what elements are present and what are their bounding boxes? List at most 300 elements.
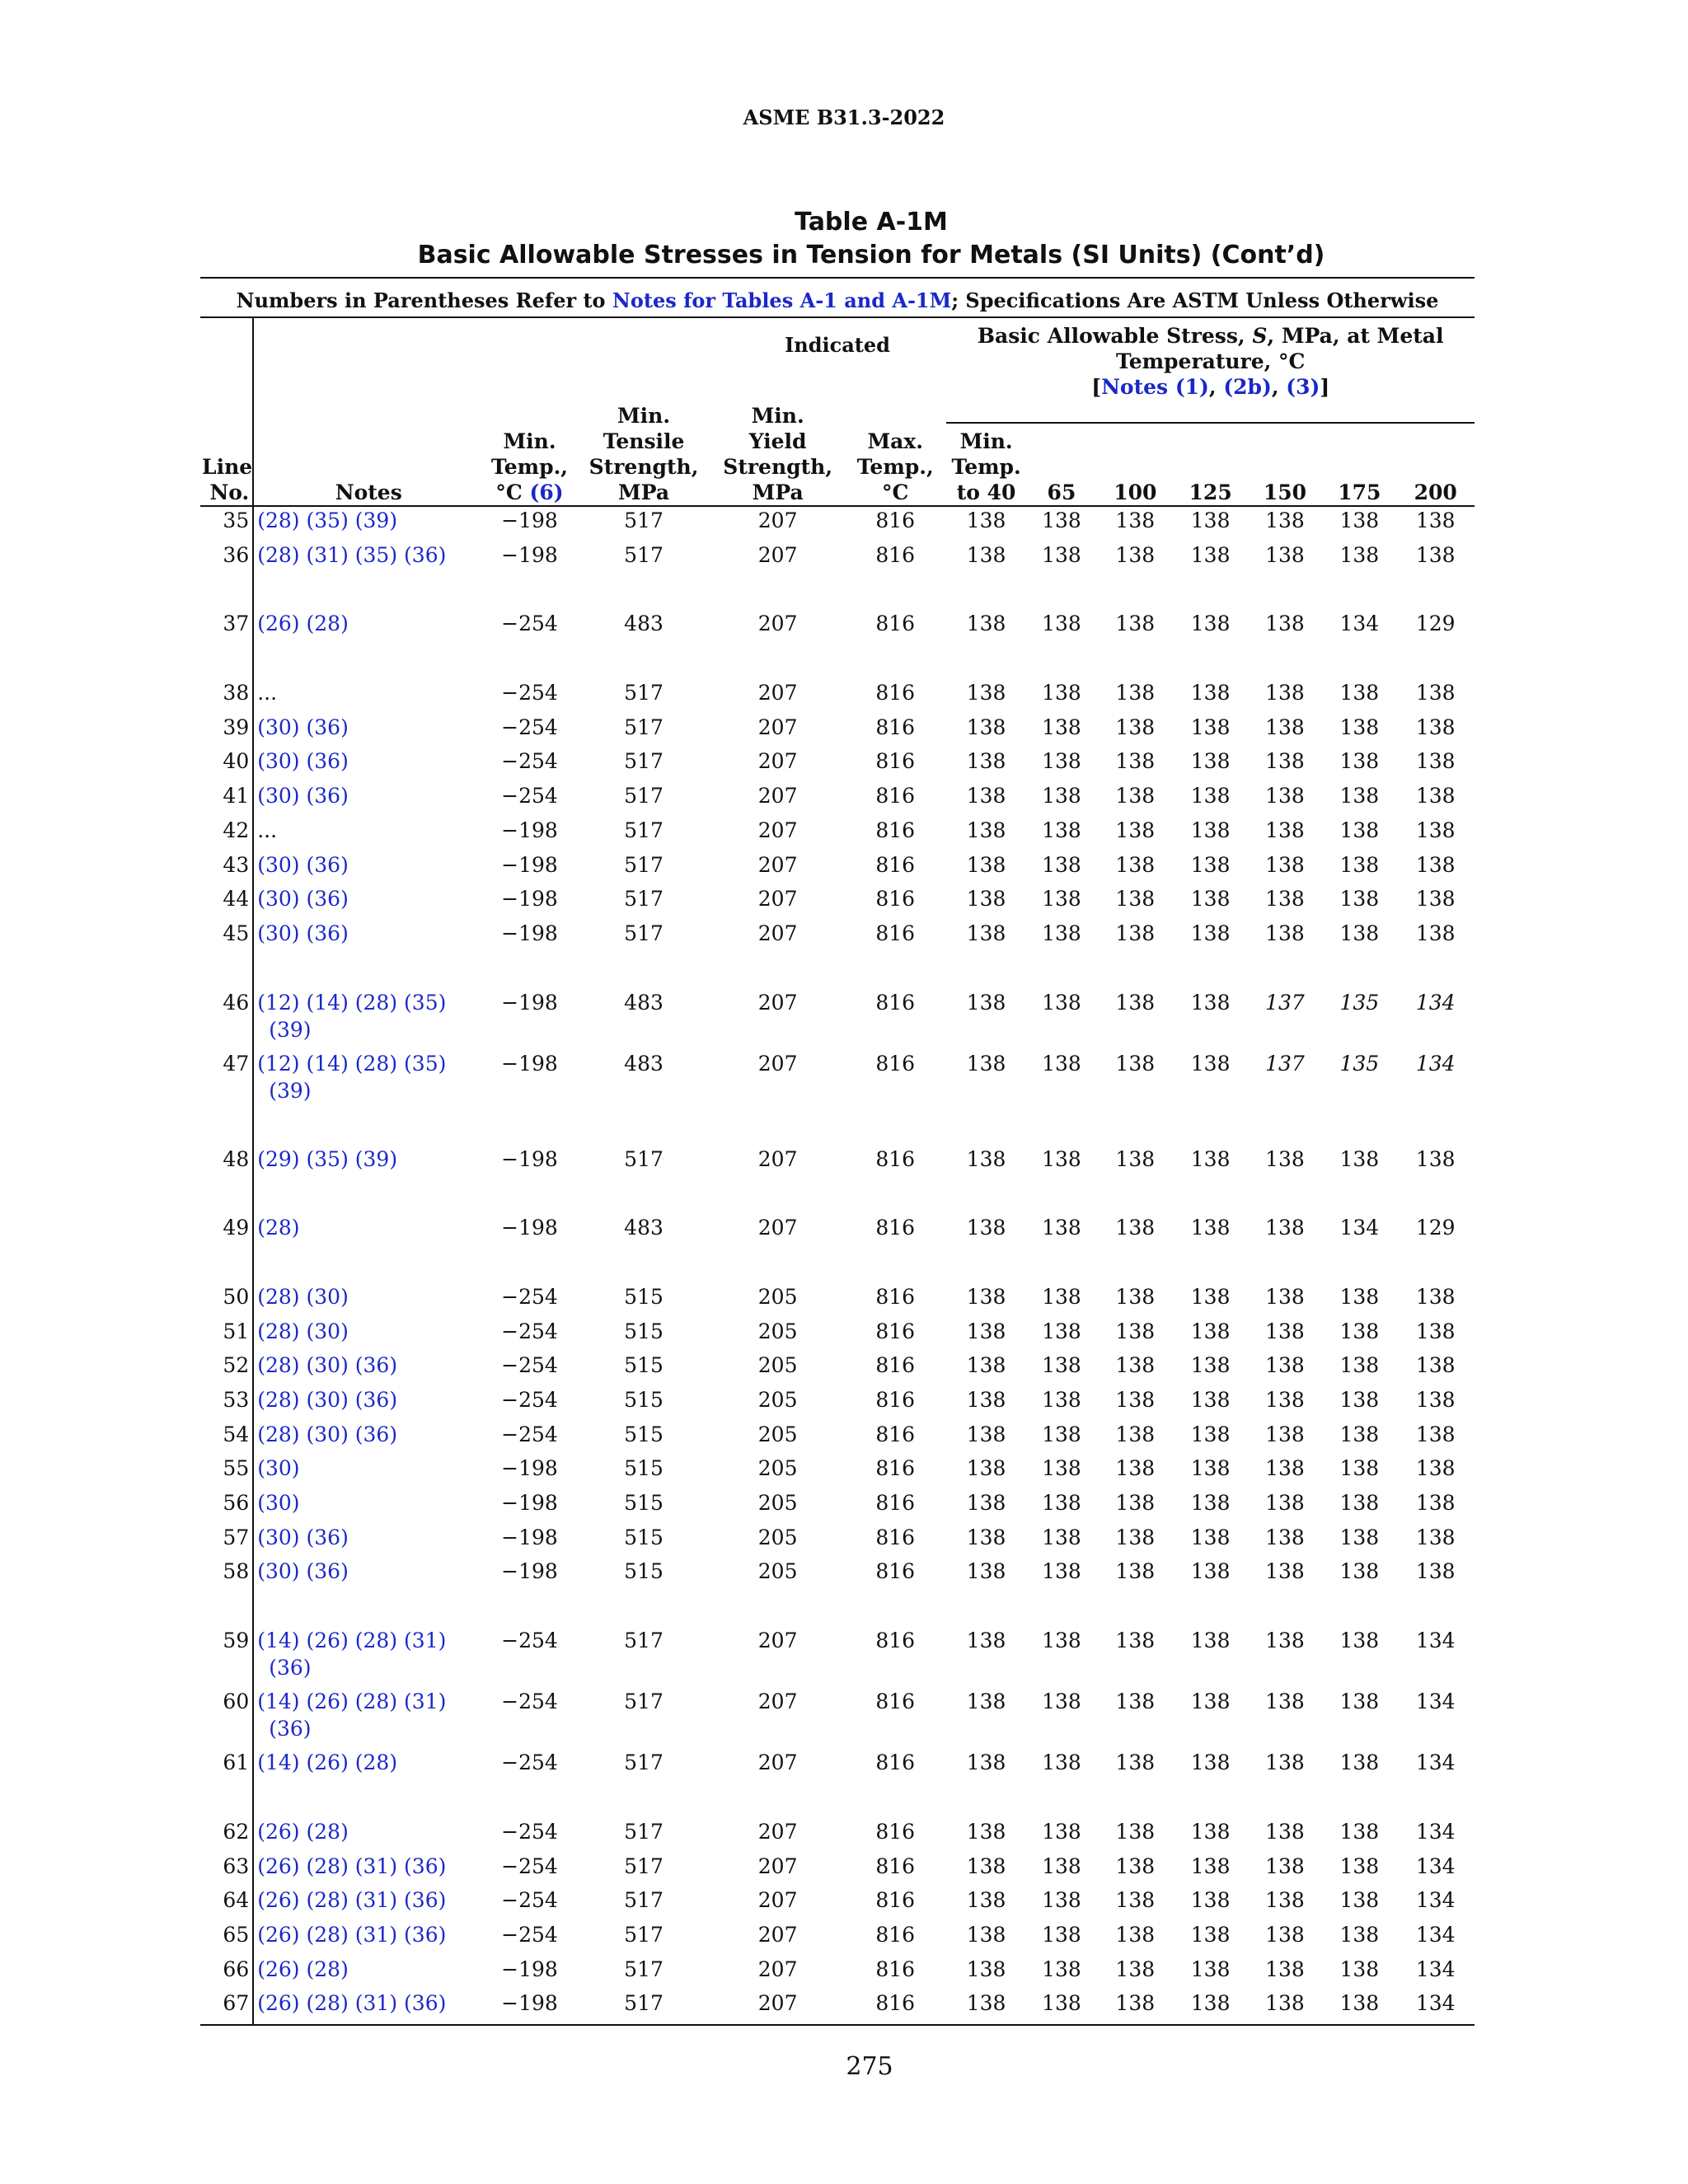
stress-200-cell: 138 xyxy=(1415,542,1456,567)
stress-125-cell: 138 xyxy=(1190,1491,1231,1516)
spacer-cell xyxy=(200,1111,253,1146)
tensile-cell: 515 xyxy=(624,1353,663,1378)
notes-cell xyxy=(253,748,483,782)
notes-ref-link[interactable]: (29) (35) (39) xyxy=(257,1146,398,1171)
stress-min-40-cell: 138 xyxy=(966,1422,1006,1446)
notes-cell xyxy=(253,1627,483,1688)
stress-150-cell: 137 xyxy=(1265,1051,1305,1076)
stress-100-cell: 138 xyxy=(1115,1922,1156,1947)
tensile-cell: 483 xyxy=(624,990,663,1015)
notes-cell xyxy=(253,1489,483,1524)
stress-min-40-cell: 138 xyxy=(966,1216,1006,1240)
stress-125-cell: 138 xyxy=(1190,542,1231,567)
notes-ref-link: ... xyxy=(257,818,278,842)
notes-cell xyxy=(253,1853,483,1887)
max-temp-cell: 816 xyxy=(875,784,916,808)
table-row xyxy=(200,1558,1475,1592)
stress-125-cell: 138 xyxy=(1190,1051,1231,1076)
stress-65-cell: 138 xyxy=(1042,1525,1081,1549)
notes-cell xyxy=(253,1421,483,1455)
table-row xyxy=(200,714,1475,748)
stress-175-cell: 138 xyxy=(1339,818,1380,842)
max-temp-cell: 816 xyxy=(875,1146,916,1171)
line-number-cell: 35 xyxy=(200,506,253,541)
note-3-link[interactable]: (3) xyxy=(1286,375,1320,399)
stress-65-cell: 138 xyxy=(1042,715,1081,739)
yield-cell: 205 xyxy=(757,1319,798,1343)
tensile-cell: 515 xyxy=(624,1422,663,1446)
yield-cell: 207 xyxy=(757,715,798,739)
stress-min-40-cell: 138 xyxy=(966,1750,1006,1775)
max-temp-cell: 816 xyxy=(875,1051,916,1076)
stress-200-cell: 129 xyxy=(1415,1216,1456,1240)
stress-125-cell: 138 xyxy=(1190,1888,1231,1913)
line-number-cell: 53 xyxy=(200,1386,253,1421)
table-row xyxy=(200,1921,1475,1956)
max-temp-cell: 816 xyxy=(875,1319,916,1343)
stress-150-cell: 138 xyxy=(1265,1353,1305,1378)
stress-min-40-cell: 138 xyxy=(966,542,1006,567)
max-temp-cell: 816 xyxy=(875,1690,916,1714)
tensile-cell: 517 xyxy=(624,1888,663,1913)
min-temp-cell: −198 xyxy=(501,887,558,912)
tensile-cell: 515 xyxy=(624,1388,663,1412)
line-number-cell: 37 xyxy=(200,610,253,644)
tensile-cell: 517 xyxy=(624,509,663,532)
table-row xyxy=(200,1386,1475,1421)
notes-ref-link[interactable]: (14) (26) (28) xyxy=(257,1750,398,1775)
stress-150-cell: 138 xyxy=(1265,1922,1305,1947)
stress-200-cell: 138 xyxy=(1415,1525,1456,1549)
stress-100-cell: 138 xyxy=(1115,1216,1156,1240)
stress-125-cell: 138 xyxy=(1190,818,1231,842)
max-temp-cell: 816 xyxy=(875,1525,916,1549)
notes-cell xyxy=(253,1146,483,1180)
notes-ref-link[interactable]: (14) (26) (28) (31) xyxy=(257,1629,447,1653)
stress-125-cell: 138 xyxy=(1190,921,1231,945)
line-number-cell: 58 xyxy=(200,1558,253,1592)
stress-150-cell: 138 xyxy=(1265,1388,1305,1412)
stress-100-cell: 138 xyxy=(1115,1854,1156,1878)
stress-200-cell: 138 xyxy=(1415,1559,1456,1584)
max-temp-cell: 816 xyxy=(875,612,916,636)
stress-100-cell: 138 xyxy=(1115,612,1156,636)
stress-100-cell: 138 xyxy=(1115,542,1156,567)
spacer-cell xyxy=(200,1179,253,1214)
stress-65-cell: 138 xyxy=(1042,1559,1081,1584)
notes-ref-link[interactable]: (26) (28) xyxy=(257,612,349,636)
max-temp-cell: 816 xyxy=(875,1559,916,1584)
notes-cell xyxy=(253,1921,483,1956)
line-number-cell: 63 xyxy=(200,1853,253,1887)
stress-min-40-cell: 138 xyxy=(966,1957,1006,1981)
table-row xyxy=(200,851,1475,886)
notes-ref-link[interactable]: (28) (31) (35) (36) xyxy=(257,542,447,567)
notes-cell xyxy=(253,989,483,1050)
stress-65-cell: 138 xyxy=(1042,612,1081,636)
temp-header-150: 150 xyxy=(1248,423,1322,506)
line-number-cell: 56 xyxy=(200,1489,253,1524)
stress-200-cell: 138 xyxy=(1415,1491,1456,1516)
spacer-row xyxy=(200,1783,1475,1818)
note-1-link[interactable]: Notes (1) xyxy=(1101,375,1209,399)
notes-ref-link[interactable]: (30) (36) xyxy=(257,784,349,808)
spacer-cell xyxy=(253,1783,1475,1818)
min-temp-cell: −254 xyxy=(501,749,558,774)
stress-65-cell: 138 xyxy=(1042,1284,1081,1309)
notes-cell xyxy=(253,1283,483,1318)
yield-cell: 207 xyxy=(757,1146,798,1171)
notes-cell xyxy=(253,679,483,714)
yield-cell: 207 xyxy=(757,1888,798,1913)
line-number-cell: 52 xyxy=(200,1352,253,1386)
temp-header-min: Min. Temp. to 40 xyxy=(946,423,1025,506)
stress-150-cell: 138 xyxy=(1265,1146,1305,1171)
stress-175-cell: 138 xyxy=(1339,749,1380,774)
note-2b-link[interactable]: (2b) xyxy=(1223,375,1272,399)
stress-150-cell: 138 xyxy=(1265,1957,1305,1981)
line-number-cell: 39 xyxy=(200,714,253,748)
yield-cell: 207 xyxy=(757,818,798,842)
stress-175-cell: 138 xyxy=(1339,1888,1380,1913)
stress-200-cell: 134 xyxy=(1396,1990,1475,2025)
stress-100-cell: 138 xyxy=(1115,681,1156,705)
notes-ref-link[interactable]: (30) (36) xyxy=(257,852,349,877)
notes-cell xyxy=(253,1214,483,1249)
notes-ref-link[interactable]: (36) xyxy=(269,1717,312,1741)
spacer-row xyxy=(200,954,1475,989)
stress-150-cell: 138 xyxy=(1265,1854,1305,1878)
table-row xyxy=(200,1990,1475,2025)
max-temp-cell: 816 xyxy=(875,887,916,912)
table-row xyxy=(200,610,1475,644)
spacer-cell xyxy=(200,954,253,989)
stress-200-cell: 138 xyxy=(1415,1146,1456,1171)
notes-cell xyxy=(253,1524,483,1558)
stress-65-cell: 138 xyxy=(1042,1750,1081,1775)
tensile-cell: 517 xyxy=(624,542,663,567)
stress-100-cell: 138 xyxy=(1115,852,1156,877)
min-temp-cell: −198 xyxy=(501,818,558,842)
table-title: Table A-1M xyxy=(795,208,948,237)
stress-100-cell: 138 xyxy=(1115,749,1156,774)
stress-150-cell: 138 xyxy=(1265,1629,1305,1653)
yield-cell: 207 xyxy=(757,1629,798,1653)
stress-175-cell: 138 xyxy=(1339,1353,1380,1378)
yield-cell: 207 xyxy=(757,1854,798,1878)
table-row xyxy=(200,782,1475,817)
stress-150-cell: 138 xyxy=(1265,1559,1305,1584)
notes-ref-link[interactable]: (36) xyxy=(269,1656,312,1680)
notes-ref-link[interactable]: (30) (36) xyxy=(257,749,349,774)
notes-ref-link[interactable]: (39) xyxy=(269,1017,312,1042)
stress-65-cell: 138 xyxy=(1042,1854,1081,1878)
notes-ref-link[interactable]: (28) (30) (36) xyxy=(257,1422,398,1446)
stress-125-cell: 138 xyxy=(1190,1353,1231,1378)
min-temp-cell: −198 xyxy=(501,1216,558,1240)
max-temp-cell: 816 xyxy=(875,1216,916,1240)
stress-65-cell: 138 xyxy=(1026,1990,1097,2025)
notes-ref-link[interactable]: (26) (28) xyxy=(257,1819,349,1844)
note-6-link[interactable]: (6) xyxy=(529,480,564,504)
stress-150-cell: 138 xyxy=(1265,1525,1305,1549)
line-number-cell: 42 xyxy=(200,817,253,851)
stress-125-cell: 138 xyxy=(1190,1854,1231,1878)
stress-65-cell: 138 xyxy=(1042,1388,1081,1412)
stress-65-cell: 138 xyxy=(1042,1051,1081,1076)
intro-text-after: ; Specifications Are ASTM Unless Otherwise Indicated xyxy=(785,288,1439,357)
min-temp-cell: −254 xyxy=(501,612,558,636)
min-temp-cell: −254 xyxy=(501,1353,558,1378)
tensile-cell: 483 xyxy=(624,612,663,636)
spacer-cell xyxy=(200,644,253,679)
line-number-cell: 36 xyxy=(200,541,253,576)
stress-150-cell: 138 xyxy=(1265,542,1305,567)
spacer-cell xyxy=(253,1592,1475,1627)
stress-125-cell: 138 xyxy=(1190,1422,1231,1446)
notes-ref-link[interactable]: (30) (36) xyxy=(257,1559,349,1584)
stress-100-cell: 138 xyxy=(1115,887,1156,912)
table-row xyxy=(200,885,1475,920)
line-number-cell: 64 xyxy=(200,1886,253,1921)
temp-header-125: 125 xyxy=(1173,423,1247,506)
stress-65-cell: 138 xyxy=(1042,1957,1081,1981)
min-temp-cell: −198 xyxy=(501,1146,558,1171)
spacer-cell xyxy=(200,575,253,610)
stress-100-cell: 138 xyxy=(1115,818,1156,842)
max-temp-cell: 816 xyxy=(875,1750,916,1775)
stress-175-cell: 138 xyxy=(1339,1854,1380,1878)
table-row xyxy=(200,1853,1475,1887)
line-number-cell: 38 xyxy=(200,679,253,714)
notes-ref-link[interactable]: (28) (30) xyxy=(257,1284,349,1309)
notes-ref-link[interactable]: (30) (36) xyxy=(257,1525,349,1549)
notes-ref-link: ... xyxy=(257,681,278,705)
stress-175-cell: 135 xyxy=(1339,990,1380,1015)
stress-200-cell: 134 xyxy=(1415,1629,1456,1653)
stress-65-cell: 138 xyxy=(1042,784,1081,808)
notes-ref-link[interactable]: (26) (28) (31) (36) xyxy=(257,1991,447,2016)
table-row xyxy=(200,1489,1475,1524)
max-temp-cell: 816 xyxy=(875,1284,916,1309)
yield-cell: 205 xyxy=(757,1388,798,1412)
stress-200-cell: 134 xyxy=(1415,1888,1456,1913)
max-temp-cell: 816 xyxy=(875,1819,916,1844)
stress-min-40-cell: 138 xyxy=(966,1146,1006,1171)
stress-200-cell: 134 xyxy=(1415,1922,1456,1947)
stress-min-40-cell: 138 xyxy=(966,852,1006,877)
tensile-cell: 517 xyxy=(624,921,663,945)
notes-ref-link[interactable]: (28) (35) (39) xyxy=(257,509,398,532)
notes-ref-link[interactable]: (30) xyxy=(257,1456,300,1481)
stress-min-40-cell: 138 xyxy=(966,1559,1006,1584)
stress-175-cell: 138 xyxy=(1339,1629,1380,1653)
stress-min-40-cell: 138 xyxy=(966,1353,1006,1378)
tensile-cell: 517 xyxy=(624,749,663,774)
stress-100-cell: 138 xyxy=(1115,1146,1156,1171)
line-number-cell: 45 xyxy=(200,920,253,954)
stress-150-cell: 138 xyxy=(1265,852,1305,877)
stress-150-cell: 138 xyxy=(1265,1422,1305,1446)
stress-min-40-cell: 138 xyxy=(966,887,1006,912)
notes-ref-link[interactable]: (30) (36) xyxy=(257,887,349,912)
max-temp-cell: 816 xyxy=(844,1990,946,2025)
tensile-cell: 517 xyxy=(576,1990,712,2025)
stress-125-cell: 138 xyxy=(1190,681,1231,705)
temp-header-175: 175 xyxy=(1322,423,1396,506)
stress-65-cell: 138 xyxy=(1042,1922,1081,1947)
line-number-cell: 46 xyxy=(200,989,253,1050)
min-temp-cell: −254 xyxy=(501,1750,558,1775)
yield-cell: 205 xyxy=(757,1491,798,1516)
yield-cell: 207 xyxy=(757,1750,798,1775)
min-temp-cell: −198 xyxy=(501,1456,558,1481)
notes-cell xyxy=(253,1558,483,1592)
notes-cell xyxy=(253,920,483,954)
tensile-cell: 517 xyxy=(624,681,663,705)
spacer-row xyxy=(200,644,1475,679)
line-no-header: Line No. xyxy=(200,318,253,506)
stress-175-cell: 138 xyxy=(1339,1819,1380,1844)
yield-cell: 207 xyxy=(757,681,798,705)
stress-100-cell: 138 xyxy=(1115,1819,1156,1844)
stress-175-cell: 138 xyxy=(1339,1422,1380,1446)
stress-200-cell: 138 xyxy=(1415,1284,1456,1309)
table-row xyxy=(200,1318,1475,1352)
notes-cell xyxy=(253,1050,483,1111)
stress-min-40-cell: 138 xyxy=(966,1854,1006,1878)
notes-ref-link[interactable]: (12) (14) (28) (35) xyxy=(257,1051,447,1076)
min-temp-header: Min. Temp., °C (6) xyxy=(483,318,575,506)
notes-ref-link[interactable]: (39) xyxy=(269,1078,312,1103)
table-title-block xyxy=(0,206,1688,272)
table-row xyxy=(200,1352,1475,1386)
notes-ref-link[interactable]: (28) (30) xyxy=(257,1319,349,1343)
notes-ref-link[interactable]: (26) (28) (31) (36) xyxy=(257,1888,447,1913)
notes-ref-link[interactable]: (30) xyxy=(257,1491,300,1516)
stress-200-cell: 138 xyxy=(1415,509,1456,532)
stress-150-cell: 138 xyxy=(1265,1216,1305,1240)
spacer-row xyxy=(200,1111,1475,1146)
spacer-row xyxy=(200,1592,1475,1627)
stress-150-cell: 138 xyxy=(1248,1990,1322,2025)
stress-min-40-cell: 138 xyxy=(966,1690,1006,1714)
notes-ref-link[interactable]: (30) (36) xyxy=(257,715,349,739)
stress-200-cell: 138 xyxy=(1415,1319,1456,1343)
table-row xyxy=(200,541,1475,576)
page-number: 275 xyxy=(846,2052,893,2081)
stress-125-cell: 138 xyxy=(1190,612,1231,636)
stress-65-cell: 138 xyxy=(1042,1456,1081,1481)
notes-cell xyxy=(253,1386,483,1421)
spacer-row xyxy=(200,1249,1475,1283)
notes-ref-link[interactable]: (26) (28) xyxy=(257,1957,349,1981)
stress-65-cell: 138 xyxy=(1042,921,1081,945)
min-temp-cell: −254 xyxy=(501,1422,558,1446)
max-temp-cell: 816 xyxy=(875,542,916,567)
stress-200-cell: 138 xyxy=(1415,1388,1456,1412)
stress-125-cell: 138 xyxy=(1190,1388,1231,1412)
min-temp-cell: −198 xyxy=(501,1559,558,1584)
tensile-cell: 517 xyxy=(624,1854,663,1878)
stress-min-40-cell: 138 xyxy=(966,1629,1006,1653)
stress-200-cell: 138 xyxy=(1415,749,1456,774)
stress-100-cell: 138 xyxy=(1115,1284,1156,1309)
stress-65-cell: 138 xyxy=(1042,1319,1081,1343)
spacer-cell xyxy=(253,644,1475,679)
stress-100-cell: 138 xyxy=(1115,1525,1156,1549)
stress-150-cell: 138 xyxy=(1265,818,1305,842)
stress-200-cell: 134 xyxy=(1415,1819,1456,1844)
yield-cell: 207 xyxy=(757,1051,798,1076)
stress-100-cell: 138 xyxy=(1115,921,1156,945)
stress-125-cell: 138 xyxy=(1190,1922,1231,1947)
min-yield-header: Min. Yield Strength, MPa xyxy=(711,318,844,506)
stress-175-cell: 138 xyxy=(1339,542,1380,567)
stress-min-40-cell: 138 xyxy=(966,1051,1006,1076)
notes-ref-link[interactable]: (26) (28) (31) (36) xyxy=(257,1854,447,1878)
stress-150-cell: 138 xyxy=(1265,1319,1305,1343)
notes-ref-link[interactable]: (28) xyxy=(257,1216,300,1240)
min-temp-cell: −198 xyxy=(483,1990,575,2025)
notes-ref-link[interactable]: (26) (28) (31) (36) xyxy=(257,1922,447,1947)
table-row xyxy=(200,1627,1475,1688)
stress-65-cell: 138 xyxy=(1042,887,1081,912)
tensile-cell: 515 xyxy=(624,1319,663,1343)
min-temp-cell: −198 xyxy=(501,542,558,567)
table-row xyxy=(200,1688,1475,1749)
max-temp-cell: 816 xyxy=(875,1456,916,1481)
notes-ref-link[interactable]: (28) (30) (36) xyxy=(257,1388,398,1412)
line-number-cell: 61 xyxy=(200,1749,253,1783)
line-number-cell: 65 xyxy=(200,1921,253,1956)
stress-150-cell: 138 xyxy=(1265,1888,1305,1913)
notes-ref-link[interactable]: (28) (30) (36) xyxy=(257,1353,398,1378)
line-number-cell: 54 xyxy=(200,1421,253,1455)
stress-175-cell: 138 xyxy=(1339,1491,1380,1516)
tensile-cell: 517 xyxy=(624,1629,663,1653)
stress-150-cell: 138 xyxy=(1265,784,1305,808)
notes-cell xyxy=(253,1886,483,1921)
stress-min-40-cell: 138 xyxy=(966,1491,1006,1516)
stress-200-cell: 138 xyxy=(1415,921,1456,945)
stress-100-cell: 138 xyxy=(1115,990,1156,1015)
stress-min-40-cell: 138 xyxy=(966,509,1006,532)
max-temp-cell: 816 xyxy=(875,749,916,774)
table-row xyxy=(200,1956,1475,1990)
max-temp-cell: 816 xyxy=(875,681,916,705)
stress-125-cell: 138 xyxy=(1190,1819,1231,1844)
stress-100-cell: 138 xyxy=(1115,1957,1156,1981)
max-temp-cell: 816 xyxy=(875,1491,916,1516)
stress-125-cell: 138 xyxy=(1190,1216,1231,1240)
line-number-cell: 51 xyxy=(200,1318,253,1352)
yield-cell: 207 xyxy=(757,749,798,774)
stress-65-cell: 138 xyxy=(1042,1146,1081,1171)
table-row xyxy=(200,1818,1475,1853)
notes-ref-link[interactable]: (30) (36) xyxy=(257,921,349,945)
stress-min-40-cell: 138 xyxy=(966,818,1006,842)
notes-ref-link[interactable]: (14) (26) (28) (31) xyxy=(257,1690,447,1714)
table-row xyxy=(200,1283,1475,1318)
notes-cell xyxy=(253,1688,483,1749)
notes-ref-link[interactable]: (12) (14) (28) (35) xyxy=(257,990,447,1015)
stress-65-cell: 138 xyxy=(1042,1422,1081,1446)
notes-cell xyxy=(253,610,483,644)
yield-cell: 207 xyxy=(757,1690,798,1714)
notes-link[interactable]: Notes for Tables A-1 and A-1M xyxy=(612,288,952,312)
stress-150-cell: 138 xyxy=(1265,749,1305,774)
